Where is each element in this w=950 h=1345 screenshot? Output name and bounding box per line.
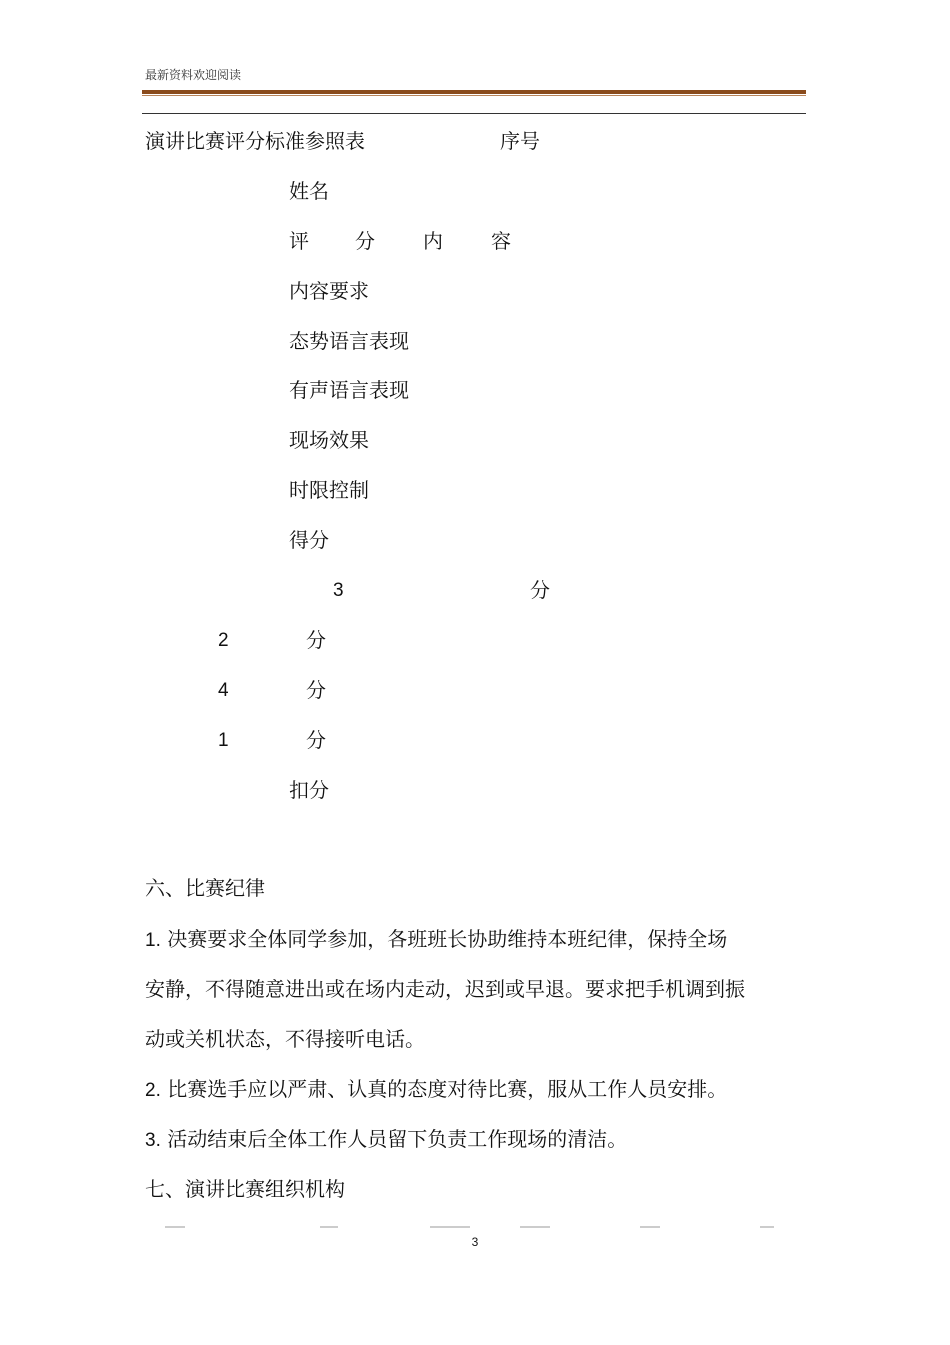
criterion-effect: 现场效果 (289, 428, 369, 452)
score-value: 2 (218, 630, 229, 651)
score-unit: 分 (306, 678, 326, 702)
discipline-item-3-line (145, 1127, 627, 1153)
page-number: 3 (471, 1235, 479, 1249)
clipped-text-fragment (320, 1226, 338, 1228)
content-header-char: 评 (289, 229, 309, 253)
criterion-content: 内容要求 (289, 279, 369, 303)
clipped-text-fragment (520, 1226, 550, 1228)
item-number: 2. (145, 1080, 161, 1101)
deduct-label: 扣分 (289, 778, 329, 802)
clipped-text-fragment (760, 1226, 774, 1228)
score-unit: 分 (306, 628, 326, 652)
discipline-item-2-line (145, 1077, 727, 1103)
clipped-text-fragment (165, 1226, 185, 1228)
item-number: 3. (145, 1130, 161, 1151)
score-value: 4 (218, 680, 229, 701)
discipline-item-1-line: 安静，不得随意进出或在场内走动，迟到或早退。要求把手机调到振 (145, 977, 745, 1001)
discipline-item-1-line: 动或关机状态，不得接听电话。 (145, 1027, 425, 1051)
criterion-voice: 有声语言表现 (289, 378, 409, 402)
header-rule-thin (142, 113, 806, 114)
page-header-text: 最新资料欢迎阅读 (145, 68, 242, 82)
clipped-text-fragment (640, 1226, 660, 1228)
discipline-item-1-line (145, 927, 727, 953)
item-number: 1. (145, 930, 161, 951)
criterion-time: 时限控制 (289, 478, 369, 502)
clipped-text-fragment (430, 1226, 470, 1228)
name-label: 姓名 (289, 179, 329, 203)
serial-label: 序号 (500, 129, 540, 153)
content-header-char: 容 (491, 229, 511, 253)
score-label: 得分 (289, 528, 329, 552)
header-rule-accent (142, 95, 806, 96)
table-title: 演讲比赛评分标准参照表 (145, 129, 365, 153)
score-value: 1 (218, 730, 229, 751)
item-text: 比赛选手应以严肃、认真的态度对待比赛，服从工作人员安排。 (167, 1077, 728, 1101)
section-heading-organization: 七、演讲比赛组织机构 (145, 1177, 345, 1201)
item-text: 活动结束后全体工作人员留下负责工作现场的清洁。 (167, 1127, 628, 1151)
item-text: 决赛要求全体同学参加，各班班长协助维持本班纪律，保持全场 (167, 927, 728, 951)
score-unit: 分 (530, 578, 550, 602)
content-header-char: 分 (355, 229, 375, 253)
section-heading-discipline: 六、比赛纪律 (145, 876, 265, 900)
header-rule-thick (142, 90, 806, 94)
score-unit: 分 (306, 728, 326, 752)
content-header-char: 内 (423, 229, 443, 253)
score-value: 3 (333, 580, 344, 601)
criterion-body-language: 态势语言表现 (289, 329, 409, 353)
